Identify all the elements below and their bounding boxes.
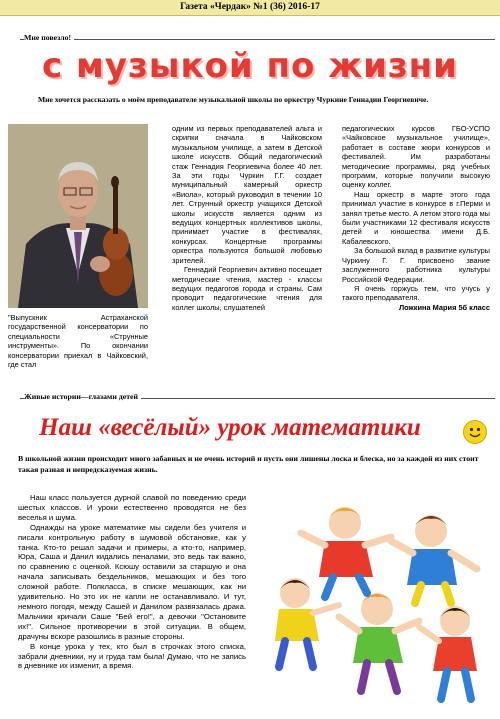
article-lead: Мне хочется рассказать о моём преподавателе музыкальной школы по оркестру Чуркине Геннадии Георгиевиче. — [38, 95, 429, 104]
newspaper-title: Газета «Чердак» №1 (36) 2016-17 — [180, 2, 320, 12]
children-illustration — [255, 485, 495, 713]
smiley-icon — [463, 420, 487, 444]
article-column-2 — [172, 124, 322, 312]
article-title: Наш «весёлый» урок математики — [39, 414, 421, 441]
article-title: с музыкой по жизни — [42, 46, 458, 86]
column-3-paragraph: педагогических курсов ГБО-УСПО «Чайковское музыкальное училище», работает в составе жюри конкурсов и фестивалей. Им разработаны методические программы, ряд учебных программ, которые получили высокую оценку коллег. — [342, 124, 490, 190]
column-3-paragraph: За большой вклад в развитие культуры Чуркину Г. Г. присвоено звание заслуженного работника культуры Российской Федерации. — [342, 246, 490, 284]
article-signature: Ложкина Мария 5б класс — [398, 302, 490, 312]
article-paragraph: В конце урока у тех, кто был в строчках этого списка, забрали дневники, ну и груда там была! Думаю, что не запись в дневнике их изменит, а время. — [18, 641, 246, 671]
article-text — [18, 493, 246, 671]
teacher-with-violin-image — [8, 124, 148, 308]
teacher-photo — [8, 124, 148, 308]
section-label: Живые истории—глазами детей — [24, 392, 141, 401]
article-lead: В школьной жизни происходит много забавных и не очень историй и пусть они лишены лоска и блеска, но за каждой из них стоит такая разная и непредсказуемая жизнь. — [18, 454, 479, 474]
caption-text: "Выпускник Астраханской государственной консерватории по специальности «Струнные инструменты». По окончании консерватории приехал в Чайковский, где стал — [8, 313, 148, 370]
section-label: Мне повезло! — [24, 33, 74, 42]
newspaper-header — [0, 0, 500, 16]
article-column-3 — [342, 124, 490, 312]
section-rule — [20, 39, 495, 40]
column-2-paragraph: одним из первых преподавателей альта и скрипки сначала в Чайковском музыкальном училище, а затем в Детской школе искусств. Общий педагогический стаж Геннадия Георгиевича более 40 лет. За эти годы Чуркин Г.Г. создает муниципальный камерный оркестр «Виола», который руководил в течении 10 лет. Струнный оркестр учащихся Детской школы искусств является одним из ведущих концертных коллективов школы, принимает участие в фестивалях, конкурсах. Концертные программы оркестра пользуются большой любовью зрителей. — [172, 124, 322, 265]
column-3-paragraph: Я очень горжусь тем, что учусь у такого преподавателя. — [342, 283, 490, 303]
cartoon-children-image — [255, 485, 495, 713]
article-paragraph: Однажды на уроке математике мы сидели без учителя и писали контрольную работу в шумовой обстановке, как у танка. Кто-то решал задачи и примеры, а кто-то, например, Юра, Саша и Данил кидались пеналами, это ведь так важно, по сравнению с оценкой. Ксюшу оставили за старшую и она начала записывать бездельников, мешающих и без того сложной работе. Полкласса, в списке мешающих, как ни удивительно. Но это их не капли не останавливало. И тут, немного погодя, между Сашей и Данилом развязалась драка. Мальчики кричали Саше "Бей его!", а девочки "Остановите их!". Сильное противоречии в этой ситуации. В общем, драчуны вскоре разошлись в разные стороны. — [18, 522, 246, 641]
column-3-paragraph: Наш оркестр в марте этого года принимал участие в конкурсе в г.Перми и занял третье место. А летом этого года мы были участниками 12 фестиваля искусств детей и юношества имени Д.Б. Кабалевского. — [342, 189, 490, 246]
article-paragraph: Наш класс пользуется дурной славой по поведению среди шестых классов. И уроки естественно проводятся не без веселья и шума. — [18, 493, 246, 522]
column-2-paragraph: Геннадий Георгиевич активно посещает методические чтения, мастер - классы ведущих педагогов города и страны. Сам проводит педагогические чтения для коллег школы, слушателей — [172, 265, 322, 312]
photo-caption — [8, 313, 148, 369]
smiley-face — [464, 421, 486, 443]
